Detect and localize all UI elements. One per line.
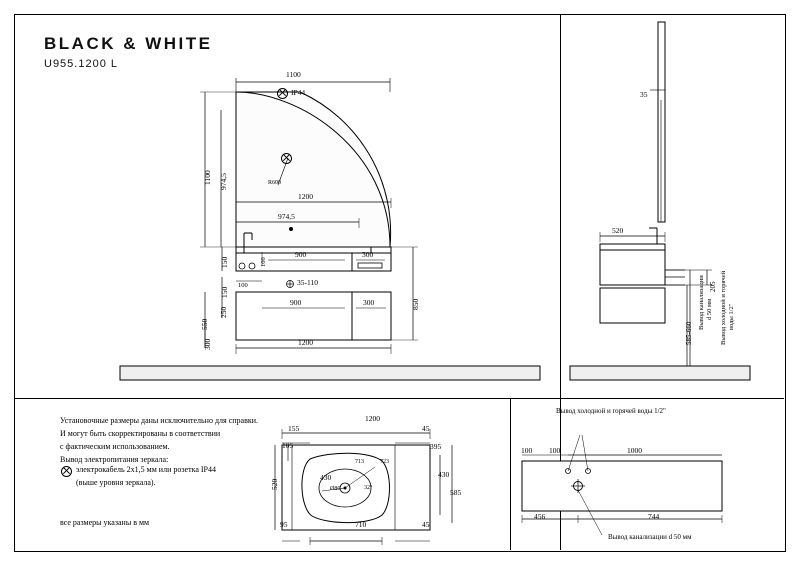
dim-tap: 35-110	[297, 278, 318, 287]
brand-logo: BLACK & WHITE	[44, 34, 213, 53]
dim-top-1200: 1200	[365, 414, 380, 423]
dim-150-a: 150	[220, 256, 229, 268]
dim-850: 850	[411, 298, 420, 310]
dim-basin-d80: Ø80	[330, 486, 341, 492]
label-cold-hot-water: Вывод холодной и горячей воды 1/2"	[556, 407, 666, 415]
top-view-svg	[270, 415, 500, 565]
note-line3: с фактическим использованием.	[60, 442, 170, 451]
ip44-symbol-mirror	[277, 88, 288, 99]
dim-cabinet-width: 1200	[298, 192, 313, 201]
dim-plumb-456: 456	[534, 512, 546, 521]
dim-top-395: 395	[430, 442, 442, 451]
model-number: U955.1200 L	[44, 58, 118, 70]
dim-drawer2-left: 900	[290, 298, 302, 307]
note-line6: (выше уровня зеркала).	[76, 478, 156, 487]
dim-top-45: 45	[422, 424, 430, 433]
dim-side-35: 35	[640, 90, 648, 99]
dim-basin-r723: 723	[380, 459, 389, 465]
note-line1: Установочные размеры даны исключительно для справки.	[60, 416, 259, 425]
dim-radius: R600	[268, 180, 282, 186]
front-elevation-svg	[0, 0, 560, 400]
dim-plumb-744: 744	[648, 512, 660, 521]
dim-plumb-1000: 1000	[627, 446, 642, 455]
dim-top-45b: 45	[422, 520, 430, 529]
label-water-vert2: воды 1/2"	[728, 303, 735, 330]
dim-550: 550	[200, 318, 209, 330]
label-sewer-vert: Вывод канализации	[698, 275, 705, 330]
dim-drawer-right: 300	[362, 250, 374, 259]
label-drain: Вывод канализации d 50 мм	[608, 533, 692, 541]
dim-side-520: 520	[612, 226, 624, 235]
note-line2: И могут быть скорректированы в соответствии	[60, 429, 221, 438]
label-sewer-vert2: d 50 мм	[706, 298, 713, 320]
dim-150-b: 150	[220, 286, 229, 298]
dim-250: 250	[219, 306, 228, 318]
dim-basin-angle: 32°	[364, 485, 373, 491]
dim-bottom-width: 1200	[298, 338, 313, 347]
dim-top-585: 585	[450, 488, 462, 497]
dim-basin-430: 430	[320, 473, 332, 482]
dim-300: 300	[203, 338, 212, 350]
ip44-symbol-lower	[281, 153, 292, 164]
dim-top-710: 710	[355, 520, 367, 529]
dim-basin-r713: 713	[355, 459, 364, 465]
side-view-svg	[560, 0, 800, 400]
dim-plumb-100b: 100	[549, 446, 561, 455]
dim-side-205: 205	[709, 281, 717, 292]
label-ip44: IP44	[291, 88, 306, 97]
dim-top-520: 520	[270, 478, 279, 490]
dim-counter-974: 974,5	[278, 212, 295, 221]
dim-mirror-inner: 974,5	[219, 173, 228, 190]
dim-mirror-width: 1100	[286, 70, 301, 79]
dim-100-b: 100	[238, 282, 248, 289]
ip44-symbol-note	[61, 466, 72, 477]
dim-drawer-left: 900	[295, 250, 307, 259]
note-footer: все размеры указаны в мм	[60, 518, 150, 527]
dim-top-155: 155	[288, 424, 300, 433]
dim-top-430: 430	[438, 470, 450, 479]
dim-side-585-660: 585-660	[685, 321, 693, 345]
dim-top-105: 105	[282, 441, 294, 450]
dim-mirror-height: 1100	[203, 170, 212, 185]
note-line5: электрокабель 2х1,5 мм или розетка IP44	[76, 465, 216, 474]
dim-top-95: 95	[280, 520, 288, 529]
dim-100-a: 100	[260, 257, 267, 267]
plumbing-view-svg	[510, 415, 790, 565]
dim-drawer2-right: 300	[363, 298, 375, 307]
note-line4: Вывод электропитания зеркала:	[60, 455, 169, 464]
label-water-vert: Вывод холодной и горячей	[720, 270, 727, 345]
dim-plumb-100a: 100	[521, 446, 533, 455]
